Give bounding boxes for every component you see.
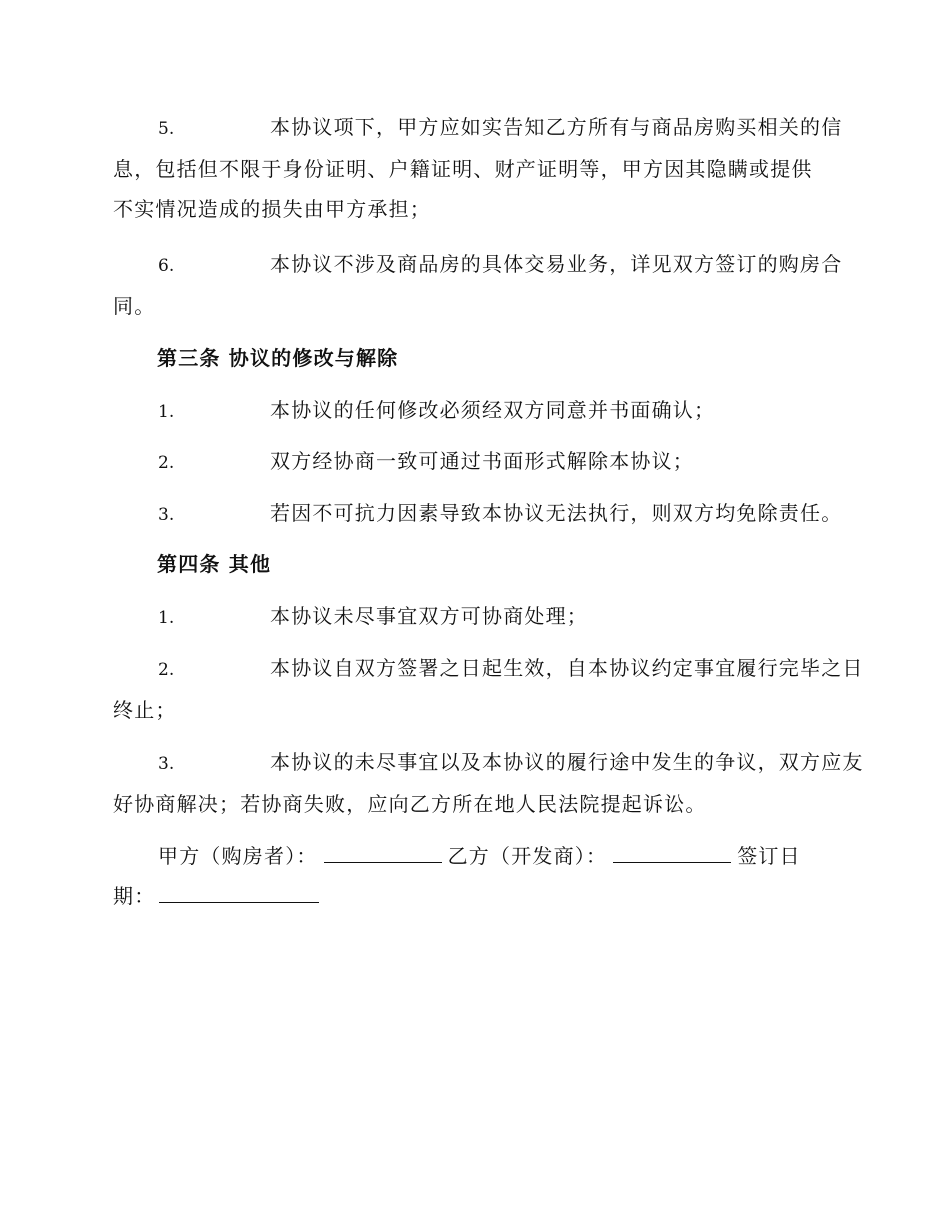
- clause-text-cont: 息，包括但不限于身份证明、户籍证明、财产证明等，甲方因其隐瞒或提供: [113, 157, 813, 181]
- clause-text: 本协议不涉及商品房的具体交易业务，详见双方签订的购房合: [270, 252, 843, 276]
- date-label-cont: 期：: [113, 884, 156, 908]
- section-4-item-1: [113, 596, 833, 638]
- clause-text: 若因不可抗力因素导致本协议无法执行，则双方均免除责任。: [270, 501, 843, 525]
- clause-number: 1.: [158, 402, 175, 422]
- clause-6: [113, 244, 843, 326]
- signature-block: [113, 836, 853, 916]
- clause-number: 3.: [158, 505, 175, 525]
- party-b-blank: [613, 840, 731, 863]
- clause-number: 2.: [158, 453, 175, 473]
- section-3-item-3: [113, 493, 843, 535]
- clause-text: 本协议项下，甲方应如实告知乙方所有与商品房购买相关的信: [270, 115, 843, 139]
- section-3-heading: 第三条 协议的修改与解除: [157, 346, 399, 370]
- clause-text: 双方经协商一致可通过书面形式解除本协议；: [270, 449, 694, 473]
- date-label: 签订日: [737, 844, 801, 868]
- party-b-label: 乙方（开发商）：: [447, 844, 608, 868]
- party-a-label: 甲方（购房者）：: [158, 844, 318, 868]
- party-a-blank: [324, 840, 442, 863]
- section-3-item-1: [113, 390, 833, 432]
- clause-number: 2.: [158, 660, 175, 680]
- section-4-item-2: [113, 648, 864, 730]
- clause-text: 本协议自双方签署之日起生效，自本协议约定事宜履行完毕之日: [270, 656, 864, 680]
- clause-text: 本协议的任何修改必须经双方同意并书面确认；: [270, 398, 716, 422]
- clause-text-cont: 不实情况造成的损失由甲方承担；: [113, 197, 431, 221]
- clause-number: 6.: [158, 256, 175, 276]
- section-3-item-2: [113, 441, 833, 483]
- date-blank: [159, 880, 319, 903]
- clause-text: 本协议的未尽事宜以及本协议的履行途中发生的争议，双方应友: [270, 750, 864, 774]
- clause-text-cont: 好协商解决；若协商失败，应向乙方所在地人民法院提起诉讼。: [113, 792, 707, 816]
- clause-number: 3.: [158, 754, 175, 774]
- clause-number: 5.: [158, 119, 175, 139]
- clause-number: 1.: [158, 608, 175, 628]
- section-4-heading: 第四条 其他: [157, 552, 272, 576]
- section-4-item-3: [113, 742, 864, 824]
- clause-text-cont: 同。: [113, 294, 156, 318]
- clause-5: [113, 107, 843, 229]
- clause-text: 本协议未尽事宜双方可协商处理；: [270, 604, 588, 628]
- clause-text-cont: 终止；: [113, 698, 177, 722]
